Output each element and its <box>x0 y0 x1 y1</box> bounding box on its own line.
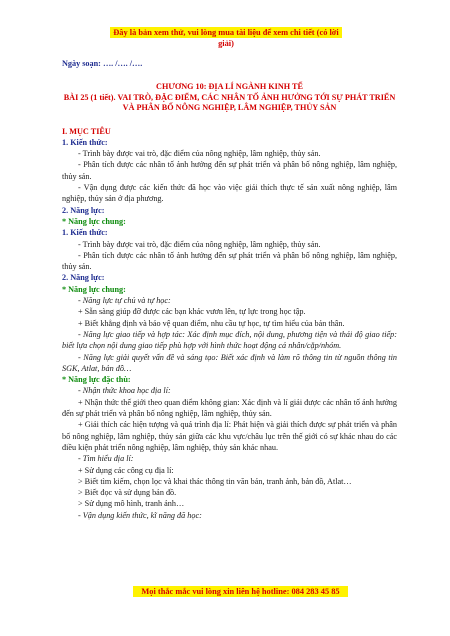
knowledge-heading: 1. Kiến thức: <box>62 137 108 147</box>
specific-ability-list <box>62 385 397 521</box>
list-item: + Sử dụng các công cụ địa lí: <box>78 465 174 475</box>
list-item: - Năng lực tự chủ và tự học: <box>78 296 171 306</box>
knowledge-item: - Vận dụng được các kiến thức đã học vào việc giải thích thực tế sản xuất nông nghiệp, lâm nghiệp, thủy sản ở địa phương. <box>62 183 397 204</box>
list-item: + Biết khẳng định và bảo vệ quan điểm, nhu cầu tự học, tự tìm hiểu của bản thân. <box>78 318 345 328</box>
ability-heading-2: 2. Năng lực: <box>62 273 105 283</box>
general-ability-list <box>62 295 397 374</box>
knowledge-item: - Phân tích được các nhân tố ảnh hưởng đến sự phát triển và phân bố nông nghiệp, lâm nghiệp, thủy sản. <box>62 160 397 181</box>
general-ability-heading: * Năng lực chung: <box>62 216 126 226</box>
hotline-banner: Mọi thắc mắc vui lòng xin liên hệ hotline: 084 283 45 85 <box>133 586 348 597</box>
knowledge-heading-2: 1. Kiến thức: <box>62 228 108 238</box>
chapter-title: CHƯƠNG 10: ĐỊA LÍ NGÀNH KINH TẾ <box>156 82 303 92</box>
lesson-title: BÀI 25 (1 tiết). VAI TRÒ, ĐẶC ĐIỂM, CÁC NHÂN TỐ ẢNH HƯỞNG TỚI SỰ PHÁT TRIỂN VÀ PHÂN BỐ NÔNG NGHIỆP, LÂM NGHIỆP, THỦY SẢN <box>63 92 396 113</box>
document-page <box>62 58 397 521</box>
preview-notice-banner: Đây là bản xem thử, vui lòng mua tài liệu để xem chi tiết (có lời giải) <box>110 27 342 38</box>
list-item: - Nhận thức khoa học địa lí: <box>78 386 171 396</box>
specific-ability-heading: * Năng lực đặc thù: <box>62 375 131 385</box>
knowledge-item: - Trình bày được vai trò, đặc điểm của nông nghiệp, lâm nghiệp, thủy sản. <box>78 149 321 159</box>
list-item: - Tìm hiểu địa lí: <box>78 454 134 464</box>
section-objectives: I. MỤC TIÊU <box>62 126 111 136</box>
list-item: + Giải thích các hiện tượng và quá trình địa lí: Phát hiện và giải thích được sự phát triển và phân bố nông nghiệp, lâm nghiệp, thủy sản giữa các khu vực/châu lục trên thế giới có sự khác nhau do các điều kiện phát triển nông nghiệp, lâm nghiệp, thủy sản khác nhau. <box>62 420 397 452</box>
list-item: - Năng lực giải quyết vấn đề và sáng tạo: Biết xác định và làm rõ thông tin từ nguồn thông tin SGK, Atlat, bản đồ… <box>62 352 397 373</box>
list-item: > Biết đọc và sử dụng bản đồ. <box>78 488 177 498</box>
ability-heading: 2. Năng lực: <box>62 205 105 215</box>
list-item: > Biết tìm kiếm, chọn lọc và khai thác thông tin văn bản, tranh ảnh, bản đồ, Atlat… <box>78 476 352 486</box>
knowledge-item: - Phân tích được các nhân tố ảnh hưởng đến sự phát triển và phân bố nông nghiệp, lâm nghiệp, thủy sản. <box>62 250 397 272</box>
list-item: - Năng lực giao tiếp và hợp tác: Xác định mục đích, nội dung, phương tiện và thái độ giao tiếp: biết lựa chọn nội dung giao tiếp phù hợp với hình thức hoạt động cá nhân/cặp/nhóm. <box>62 329 397 351</box>
list-item: + Sẵn sàng giúp đỡ được các bạn khác vươn lên, tự lực trong học tập. <box>78 307 306 317</box>
general-ability-heading-2: * Năng lực chung: <box>62 284 126 294</box>
list-item: - Vận dụng kiến thức, kĩ năng đã học: <box>78 510 202 520</box>
prep-date: Ngày soạn: …. /…. /…. <box>62 59 143 68</box>
list-item: + Nhận thức thế giới theo quan điểm không gian: Xác định và lí giải được các nhân tố ảnh hưởng đến sự phát triển và phân bố nông nghiệp, lâm nghiệp, thủy sản. <box>62 397 397 419</box>
knowledge-item: - Trình bày được vai trò, đặc điểm của nông nghiệp, lâm nghiệp, thủy sản. <box>78 239 321 249</box>
list-item: > Sử dụng mô hình, tranh ảnh… <box>78 499 185 509</box>
